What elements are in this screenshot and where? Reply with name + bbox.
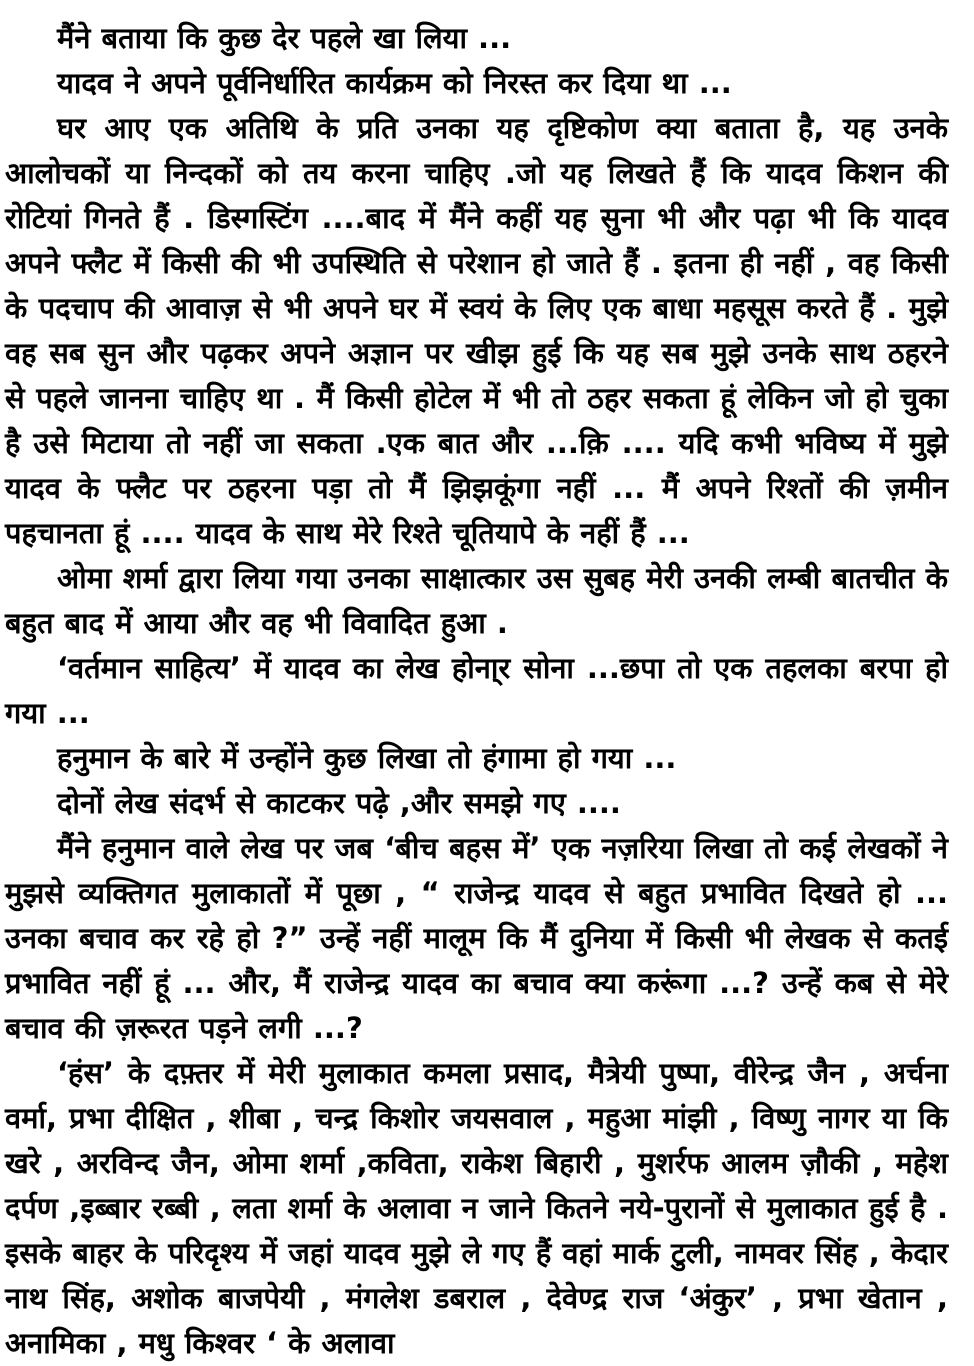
- paragraph-5: ‘वर्तमान साहित्य’ में यादव का लेख होना्र सोना ...छपा तो एक तहलका बरपा हो गया ...: [5, 651, 948, 730]
- paragraph-6: हनुमान के बारे में उन्होंने कुछ लिखा तो हंगामा हो गया ...: [57, 741, 677, 775]
- paragraph-8: मैंने हनुमान वाले लेख पर जब ‘बीच बहस में’ एक नज़रिया लिखा तो कई लेखकों ने मुझसे व्यक्तिगत मुलाकातों में पूछा , “ राजेन्द्र यादव से बहुत प्रभावित दिखते हो ... उनका बचाव कर रहे हो ?” उन्हें नहीं मालूम कि मैं दुनिया में किसी भी लेखक से कतई प्रभावित नहीं हूं ... और, मैं राजेन्द्र यादव का बचाव क्या करूंगा ...? उन्हें कब से मेरे बचाव की ज़रूरत पड़ने लगी ...?: [5, 831, 948, 1045]
- paragraph-3: घर आए एक अतिथि के प्रति उनका यह दृष्टिकोण क्या बताता है, यह उनके आलोचकों या निन्दकों को तय करना चाहिए .जो यह लिखते हैं कि यादव किशन की रोटियां गिनते हैं . डिस्गस्टिंग ....बाद में मैंने कहीं यह सुना भी और पढ़ा भी कि यादव अपने फ्लैट में किसी की भी उपस्थिति से परेशान हो जाते हैं . इतना ही नहीं , वह किसी के पदचाप की आवाज़ से भी अपने घर में स्वयं के लिए एक बाधा महसूस करते हैं . मुझे वह सब सुन और पढ़कर अपने अज्ञान पर खीझ हुई कि यह सब मुझे उनके साथ ठहरने से पहले जानना चाहिए था . मैं किसी होटेल में भी तो ठहर सकता हूं लेकिन जो हो चुका है उसे मिटाया तो नहीं जा सकता .एक बात और ...क़ि .... यदि कभी भविष्य में मुझे यादव के फ्लैट पर ठहरना पड़ा तो मैं झिझकूंगा नहीं ... मैं अपने रिश्तों की ज़मीन पहचानता हूं .... यादव के साथ मेरे रिश्ते चूतियापे के नहीं हैं ...: [5, 111, 948, 550]
- paragraph-9: ‘हंस’ के दफ़्तर में मेरी मुलाकात कमला प्रसाद, मैत्रेयी पुष्पा, वीरेन्द्र जैन , अर्चना वर्मा, प्रभा दीक्षित , शीबा , चन्द्र किशोर जयसवाल , महुआ मांझी , विष्णु नागर या कि खरे , अरविन्द जैन, ओमा शर्मा ,कविता, राकेश बिहारी , मुशर्रफ आलम ज़ौकी , महेश दर्पण ,इब्बार रब्बी , लता शर्मा के अलावा न जाने कितने नये-पुरानों से मुलाकात हुई है . इसके बाहर के परिदृश्य में जहां यादव मुझे ले गए हैं वहां मार्क टुली, नामवर सिंह , केदार नाथ सिंह, अशोक बाजपेयी , मंगलेश डबराल , देवेण्द्र राज ‘अंकुर’ , प्रभा खेतान , अनामिका , मधु किश्वर ‘ के अलावा: [5, 1056, 949, 1360]
- paragraph-2: यादव ने अपने पूर्वनिर्धारित कार्यक्रम को निरस्त कर दिया था ...: [57, 66, 732, 100]
- paragraph-7: दोनों लेख संदर्भ से काटकर पढ़े ,और समझे गए ....: [57, 786, 621, 820]
- paragraph-1: मैंने बताया कि कुछ देर पहले खा लिया ...: [57, 21, 512, 55]
- paragraph-4: ओमा शर्मा द्वारा लिया गया उनका साक्षात्कार उस सुबह मेरी उनकी लम्बी बातचीत के बहुत बाद में आया और वह भी विवादित हुआ .: [5, 561, 948, 640]
